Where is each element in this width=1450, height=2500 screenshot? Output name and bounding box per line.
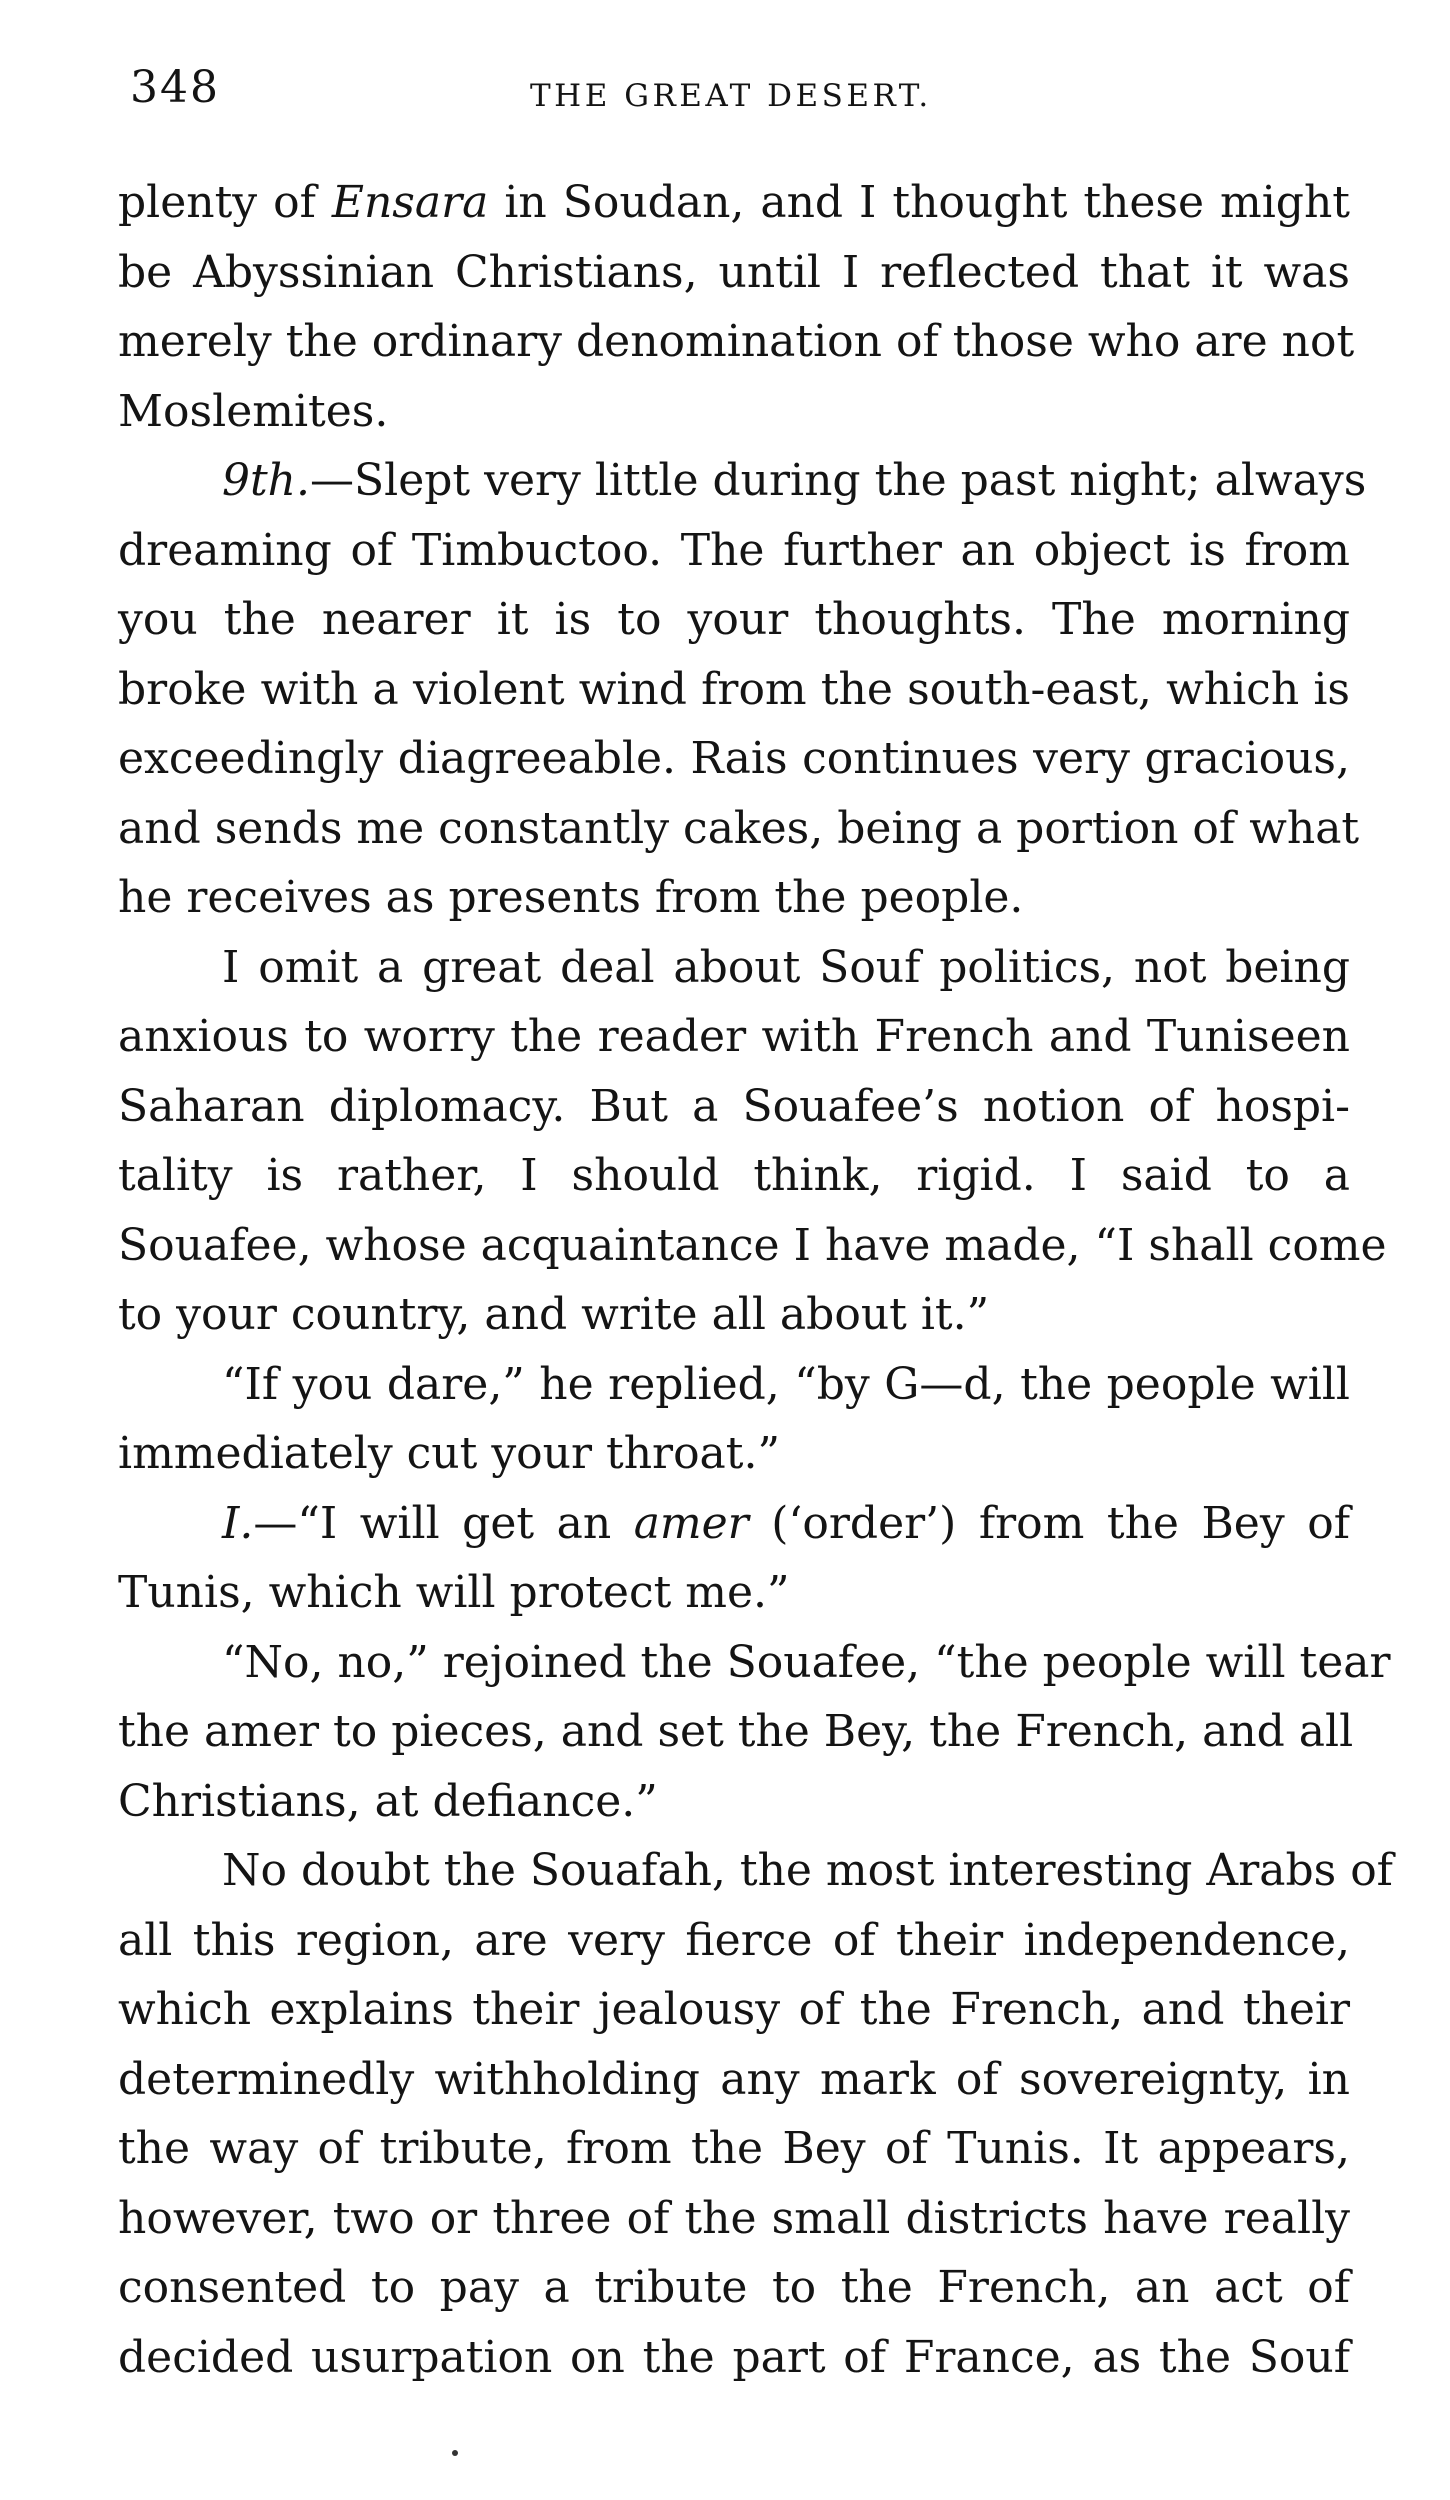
text-line xyxy=(118,1697,1354,1767)
line-text: “No, no,” rejoined the Souafee, “the people will tear xyxy=(222,1636,1391,1688)
line-text: Saharan diplomacy. But a Souafee’s notion of hospi- xyxy=(118,1080,1350,1132)
line-text: plenty of xyxy=(118,177,332,228)
line-text: I omit a great deal about Souf politics, not being xyxy=(222,941,1350,993)
body-text xyxy=(118,168,1393,2392)
line-text: —Slept very little during the past night; always xyxy=(310,455,1367,506)
italic-text: I. xyxy=(222,1497,254,1549)
text-line xyxy=(118,863,1350,933)
text-line xyxy=(118,585,1350,655)
text-line xyxy=(118,655,1350,725)
line-text: he receives as presents from the people. xyxy=(118,872,1024,923)
text-line xyxy=(118,1350,1350,1420)
italic-text: amer xyxy=(633,1497,749,1549)
text-line xyxy=(118,516,1350,586)
text-line xyxy=(118,1767,1350,1837)
line-text: immediately cut your throat.” xyxy=(118,1428,780,1479)
italic-text: Ensara xyxy=(331,177,489,228)
line-text: Christians, at defiance.” xyxy=(118,1775,658,1827)
line-text: tality is rather, I should think, rigid. I said to a xyxy=(118,1150,1350,1201)
text-line xyxy=(118,238,1350,308)
line-text: —“I will get an xyxy=(253,1497,634,1549)
page-number: 348 xyxy=(130,62,220,113)
line-text: Souafee, whose acquaintance I have made, “I shall come xyxy=(118,1219,1387,1271)
text-line xyxy=(118,1002,1350,1072)
text-line xyxy=(118,1280,1350,1350)
line-text: anxious to worry the reader with French and Tuniseen xyxy=(118,1011,1350,1062)
line-text: in Soudan, and I thought these might xyxy=(488,177,1350,228)
text-line xyxy=(118,724,1350,794)
line-text: however, two or three of the small districts have really xyxy=(118,2192,1350,2244)
line-text: to your country, and write all about it.” xyxy=(118,1289,990,1340)
running-title: THE GREAT DESERT. xyxy=(530,78,932,114)
text-line xyxy=(118,446,1367,516)
line-text: decided usurpation on the part of France, as the Souf xyxy=(118,2331,1350,2383)
text-line xyxy=(118,1558,1350,1628)
text-line xyxy=(118,1906,1350,1976)
line-text: dreaming of Timbuctoo. The further an object is from xyxy=(118,524,1350,576)
line-text: No doubt the Souafah, the most interesting Arabs of xyxy=(222,1845,1393,1896)
line-text: Moslemites. xyxy=(118,385,389,437)
line-text: Tunis, which will protect me.” xyxy=(118,1567,790,1618)
page-header xyxy=(130,62,1340,122)
text-line xyxy=(118,1975,1350,2045)
ink-speck xyxy=(452,2450,458,2456)
text-line xyxy=(118,1141,1350,1211)
line-text: (‘order’) from the Bey of xyxy=(748,1497,1351,1549)
line-text: consented to pay a tribute to the French, an act of xyxy=(118,2262,1350,2313)
line-text: you the nearer it is to your thoughts. The morning xyxy=(118,594,1350,645)
text-line xyxy=(118,307,1355,377)
line-text: the way of tribute, from the Bey of Tunis. It appears, xyxy=(118,2123,1350,2174)
line-text: be Abyssinian Christians, until I reflected that it was xyxy=(118,246,1350,298)
text-line xyxy=(118,933,1350,1003)
text-line xyxy=(118,2253,1350,2323)
italic-text: 9th. xyxy=(222,455,310,506)
text-line xyxy=(118,1489,1350,1559)
text-line xyxy=(118,168,1350,238)
text-line xyxy=(118,2114,1350,2184)
text-line xyxy=(118,2184,1350,2254)
line-text: the amer to pieces, and set the Bey, the French, and all xyxy=(118,1706,1354,1757)
text-line xyxy=(118,794,1360,864)
line-text: determinedly withholding any mark of sovereignty, in xyxy=(118,2053,1350,2105)
text-line xyxy=(118,1419,1350,1489)
text-line xyxy=(118,1072,1350,1142)
text-line xyxy=(118,1628,1391,1698)
text-line xyxy=(118,377,1350,447)
line-text: which explains their jealousy of the French, and their xyxy=(118,1984,1350,2035)
line-text: and sends me constantly cakes, being a portion of what xyxy=(118,802,1360,854)
line-text: exceedingly diagreeable. Rais continues very gracious, xyxy=(118,733,1350,784)
line-text: “If you dare,” he replied, “by G—d, the people will xyxy=(222,1358,1350,1410)
text-line xyxy=(118,1211,1387,1281)
text-line xyxy=(118,2045,1350,2115)
line-text: merely the ordinary denomination of those who are not xyxy=(118,316,1355,367)
text-line xyxy=(118,2323,1350,2393)
text-line xyxy=(118,1836,1393,1906)
line-text: all this region, are very fierce of their independence, xyxy=(118,1914,1350,1966)
line-text: broke with a violent wind from the south-east, which is xyxy=(118,663,1350,715)
